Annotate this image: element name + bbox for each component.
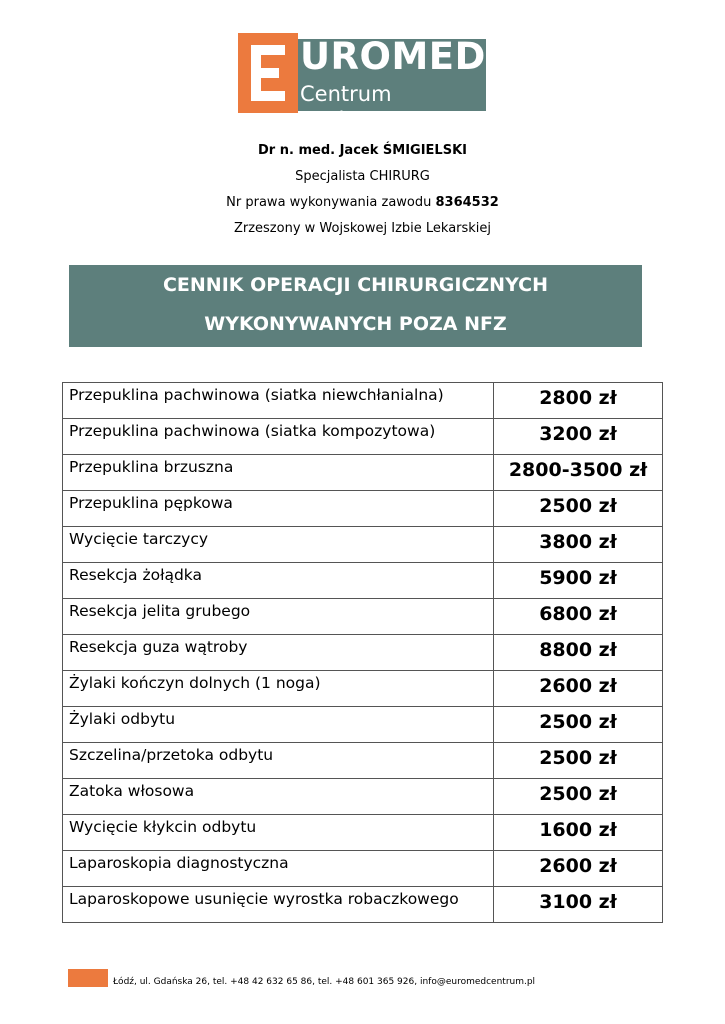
procedure-price: 5900 zł [494,563,663,599]
table-row [63,527,663,563]
table-row [63,707,663,743]
table-row [63,383,663,419]
procedure-price: 2800 zł [494,383,663,419]
table-row [63,491,663,527]
price-list-banner [69,265,642,347]
procedure-price: 2500 zł [494,491,663,527]
table-row [63,599,663,635]
table-row [63,455,663,491]
procedure-name: Resekcja guza wątroby [63,635,494,671]
doctor-name: Dr n. med. Jacek ŚMIGIELSKI [258,143,467,158]
price-table [62,382,663,923]
procedure-name: Szczelina/przetoka odbytu [63,743,494,779]
procedure-name: Zatoka włosowa [63,779,494,815]
procedure-price: 2500 zł [494,779,663,815]
euromed-logo [238,33,488,132]
procedure-name: Laparoskopowe usunięcie wyrostka robaczkowego [63,887,494,923]
procedure-price: 3800 zł [494,527,663,563]
procedure-price: 2500 zł [494,707,663,743]
procedure-price: 2600 zł [494,851,663,887]
banner-title-line1: CENNIK OPERACJI CHIRURGICZNYCH [162,274,549,296]
logo-e-box [238,33,298,113]
procedure-name: Wycięcie tarczycy [63,527,494,563]
table-row [63,887,663,923]
procedure-name: Przepuklina pachwinowa (siatka niewchłanialna) [63,383,494,419]
table-row [63,635,663,671]
procedure-price: 6800 zł [494,599,663,635]
table-row [63,815,663,851]
procedure-price: 1600 zł [494,815,663,851]
procedure-name: Przepuklina pępkowa [63,491,494,527]
procedure-name: Laparoskopia diagnostyczna [63,851,494,887]
license-label: Nr prawa wykonywania zawodu [226,195,436,210]
doctor-license [0,195,725,210]
table-row [63,743,663,779]
table-row [63,779,663,815]
procedure-price: 8800 zł [494,635,663,671]
logo-word: UROMED [300,35,486,78]
license-number: 8364532 [435,195,499,210]
procedure-name: Resekcja żołądka [63,563,494,599]
procedure-name: Resekcja jelita grubego [63,599,494,635]
doctor-specialty: Specjalista CHIRURG [295,169,430,184]
procedure-name: Żylaki kończyn dolnych (1 noga) [63,671,494,707]
procedure-price: 2500 zł [494,743,663,779]
table-row [63,563,663,599]
banner-title-line2: WYKONYWANYCH POZA NFZ [204,313,507,335]
doctor-chamber: Zrzeszony w Wojskowej Izbie Lekarskiej [233,221,492,236]
procedure-name: Wycięcie kłykcin odbytu [63,815,494,851]
procedure-price: 3100 zł [494,887,663,923]
table-row [63,419,663,455]
procedure-price: 2800-3500 zł [494,455,663,491]
footer-accent-bar [68,969,108,987]
table-row [63,671,663,707]
procedure-name: Przepuklina brzuszna [63,455,494,491]
logo-subtitle: Centrum Medyczne [300,82,406,132]
procedure-name: Żylaki odbytu [63,707,494,743]
procedure-price: 3200 zł [494,419,663,455]
procedure-price: 2600 zł [494,671,663,707]
footer-contact: Łódź, ul. Gdańska 26, tel. +48 42 632 65 86, tel. +48 601 365 926, info@euromedcentrum.pl [113,977,536,987]
procedure-name: Przepuklina pachwinowa (siatka kompozytowa) [63,419,494,455]
logo-e-glyph [251,45,285,101]
table-row [63,851,663,887]
